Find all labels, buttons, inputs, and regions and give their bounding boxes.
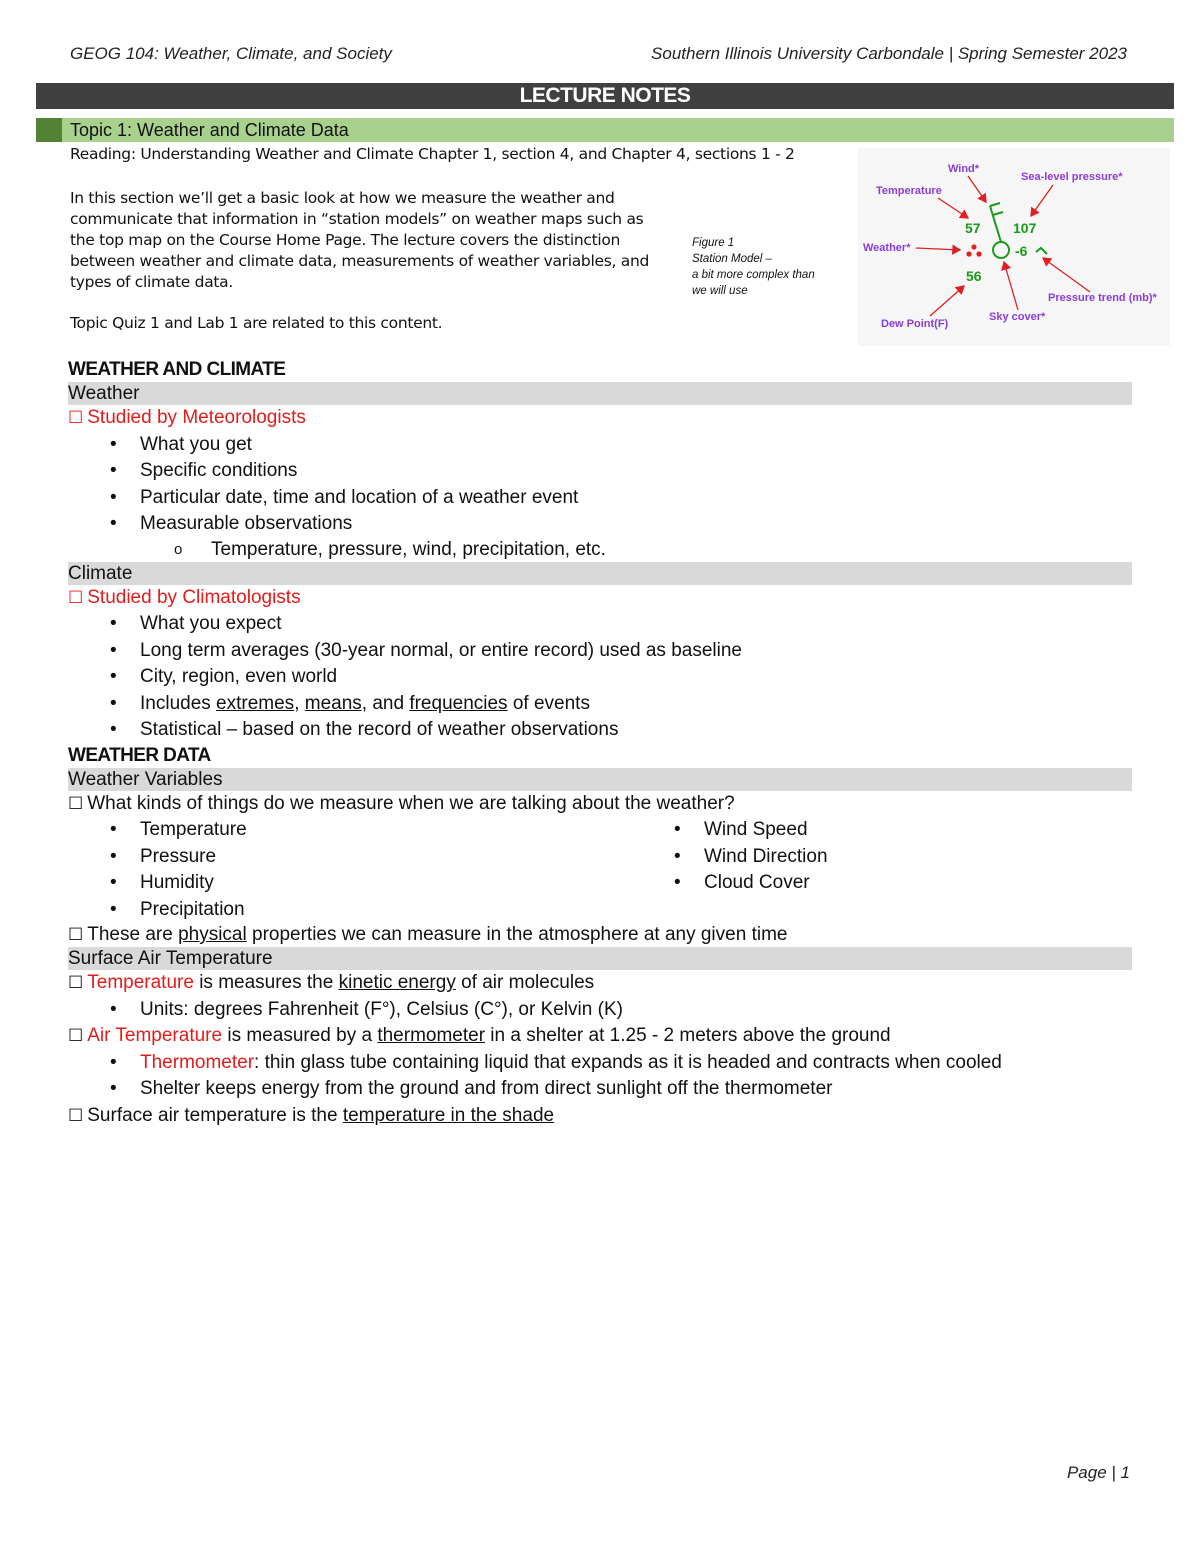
topic-title: Topic 1: Weather and Climate Data [70, 120, 349, 140]
sky-cover-circle [993, 242, 1009, 258]
temperature-definition [68, 970, 1132, 997]
variables-column-2 [632, 817, 828, 897]
label-temperature: Temperature [876, 185, 942, 197]
sub-list-item: o Temperature, pressure, wind, precipitation, etc. [68, 538, 1132, 562]
station-model-figure [858, 148, 1170, 346]
list-item: • Wind Speed [632, 817, 828, 844]
pressure-trend-symbol [1036, 248, 1047, 254]
page-number: Page | 1 [1066, 1463, 1130, 1482]
air-temperature-definition [68, 1023, 1132, 1050]
label-sea-level-pressure: Sea-level pressure* [1021, 171, 1123, 183]
term-means: means [304, 692, 362, 714]
subheading-climate: Climate [68, 562, 1132, 585]
list-item-thermometer [68, 1050, 1132, 1077]
list-item: • Cloud Cover [632, 870, 828, 897]
section-heading-weather-data: WEATHER DATA [68, 744, 211, 766]
label-pressure-trend: Pressure trend (mb)* [1048, 292, 1157, 304]
text: These are [87, 924, 179, 945]
label-wind: Wind* [948, 163, 980, 175]
term-physical: physical [178, 924, 247, 945]
lecture-notes-title: LECTURE NOTES [36, 83, 1174, 109]
list-item: • Precipitation [68, 897, 1132, 924]
wind-barb-feather [990, 203, 1000, 206]
physical-properties-note [68, 923, 1132, 947]
figure-caption-line: Station Model – [692, 253, 772, 265]
figure-caption [692, 235, 852, 299]
text: Includes [140, 692, 217, 714]
subheading-surface-air-temperature: Surface Air Temperature [68, 947, 1132, 970]
list-item-includes [68, 691, 1132, 718]
value-dew-point: 56 [966, 268, 982, 284]
figure-caption-title: Figure 1 [692, 237, 735, 249]
list-item: • City, region, even world [68, 664, 1132, 691]
term-kinetic-energy: kinetic energy [338, 972, 456, 993]
term-temperature: Temperature [87, 972, 194, 993]
weather-and-climate-section [68, 358, 1132, 1129]
text: is measured by a [222, 1025, 378, 1046]
figure-caption-line: a bit more complex than [692, 269, 815, 281]
term-thermometer-red: Thermometer [140, 1051, 255, 1073]
station-model-diagram [858, 148, 1170, 346]
studied-by-climatologists: ☐ Studied by Climatologists [68, 585, 1132, 612]
term-temperature-in-shade: temperature in the shade [342, 1104, 555, 1126]
list-item: • What you expect [68, 611, 1132, 638]
subheading-weather-variables: Weather Variables [68, 768, 1132, 791]
variables-column-1 [68, 817, 1132, 923]
list-item: • What you get [68, 432, 1132, 459]
list-item: • Shelter keeps energy from the ground and from direct sunlight off the thermometer [68, 1076, 1132, 1103]
intro-paragraph: In this section we’ll get a basic look at how we measure the weather and communicate that information in “station models” on weather maps such as the top map on the Course Home Page. The lecture covers the distinction between weather and climate data, measurements of weather variables, and types of climate data. [70, 189, 650, 291]
header-course: GEOG 104: Weather, Climate, and Society [70, 44, 392, 63]
text: is measures the [193, 972, 339, 993]
weather-symbol-dots [966, 244, 981, 256]
label-weather: Weather* [863, 242, 911, 254]
topic-tab-marker [36, 118, 62, 142]
weather-question: ☐ What kinds of things do we measure when we are talking about the weather? [68, 791, 1132, 818]
list-item: • Statistical – based on the record of weather observations [68, 717, 1132, 744]
term-air-temperature: Air Temperature [87, 1025, 223, 1046]
wind-barb-feather [993, 212, 1003, 215]
reading-line: Reading: Understanding Weather and Climate Chapter 1, section 4, and Chapter 4, sections 1 - 2 [70, 145, 795, 163]
surface-temperature-note [68, 1103, 1132, 1130]
text: of air molecules [455, 972, 595, 993]
text: , and [361, 692, 410, 714]
quiz-note: Topic Quiz 1 and Lab 1 are related to this content. [70, 314, 443, 332]
text: properties we can measure in the atmosphere at any given time [246, 924, 788, 945]
term-extremes: extremes [216, 692, 295, 714]
term-thermometer: thermometer [377, 1025, 486, 1046]
list-item: • Long term averages (30-year normal, or entire record) used as baseline [68, 638, 1132, 665]
text: , [294, 692, 305, 714]
list-item: • Measurable observations [68, 511, 1132, 538]
list-item: • Units: degrees Fahrenheit (F°), Celsius (C°), or Kelvin (K) [68, 997, 1132, 1024]
list-item: • Humidity [68, 870, 1132, 897]
variables-list [68, 817, 1132, 923]
text: of events [507, 692, 590, 714]
studied-by-meteorologists: ☐ Studied by Meteorologists [68, 405, 1132, 432]
list-item: • Particular date, time and location of a weather event [68, 485, 1132, 512]
label-dew-point: Dew Point(F) [881, 318, 949, 330]
wind-barb-shaft [990, 206, 1001, 242]
value-temperature: 57 [965, 220, 981, 236]
label-sky-cover: Sky cover* [989, 311, 1046, 323]
topic-bar [36, 118, 1174, 142]
text: in a shelter at 1.25 - 2 meters above the ground [485, 1025, 891, 1046]
list-item: • Wind Direction [632, 844, 828, 871]
subheading-weather: Weather [68, 382, 1132, 405]
header-university: Southern Illinois University Carbondale | Spring Semester 2023 [651, 44, 1127, 63]
section-heading-weather-climate: WEATHER AND CLIMATE [68, 359, 286, 380]
figure-caption-line: we will use [692, 285, 748, 297]
list-item: • Pressure [68, 844, 1132, 871]
term-frequencies: frequencies [409, 692, 508, 714]
list-item: • Specific conditions [68, 458, 1132, 485]
list-item: • Temperature [68, 817, 1132, 844]
value-pressure: 107 [1013, 220, 1037, 236]
text: Surface air temperature is the [87, 1104, 343, 1126]
value-pressure-trend: -6 [1015, 243, 1028, 259]
text: : thin glass tube containing liquid that expands as it is headed and contracts when cooled [254, 1051, 1002, 1073]
